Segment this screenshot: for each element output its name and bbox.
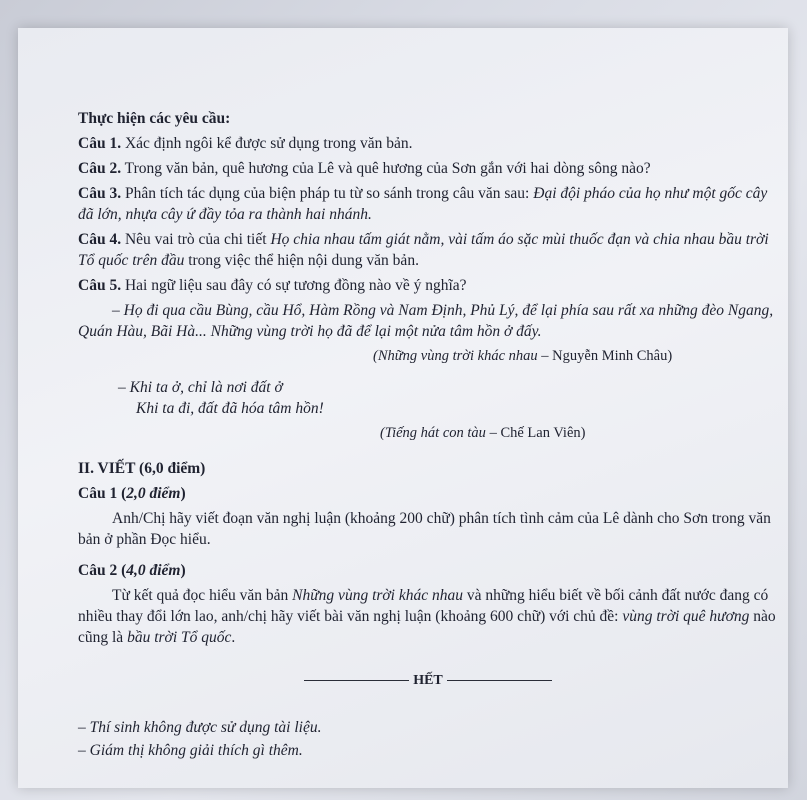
points: 4,0 điểm [126, 562, 181, 579]
exam-content [78, 108, 778, 763]
end-rule-left [304, 680, 409, 681]
citation-author: – Chế Lan Viên) [485, 425, 586, 441]
writing-question-1-heading [78, 483, 778, 504]
question-text: Hai ngữ liệu sau đây có sự tương đồng nào về ý nghĩa? [121, 277, 467, 294]
question-text: Xác định ngôi kể được sử dụng trong văn bản. [121, 135, 413, 152]
question-5 [78, 275, 778, 296]
citation-title: (Tiếng hát con tàu [380, 425, 486, 441]
question-3 [78, 183, 778, 225]
writing-question-2-heading [78, 560, 778, 581]
question-text: Nêu vai trò của chi tiết [121, 231, 271, 248]
poem-line-2: Khi ta đi, đất đã hóa tâm hồn! [136, 400, 324, 417]
question-text-end: trong việc thể hiện nội dung văn bản. [184, 252, 419, 269]
quoted-detail: Họ chia nhau tấm giát nằm, vài tấm áo sặc mùi thuốc đạn và chia nhau bầu trời Tổ quốc trên đầu [78, 231, 769, 269]
end-text: HẾT [413, 673, 443, 688]
reading-tasks-heading: Thực hiện các yêu cầu: [78, 110, 231, 127]
excerpt-1: – Họ đi qua cầu Bùng, cầu Hổ, Hàm Rồng và Nam Định, Phủ Lý, để lại phía sau rất xa những đèo Ngang, Quán Hàu, Bãi Hà... Những vùng trời họ đã để lại một nửa tâm hồn ở đấy. [78, 302, 774, 340]
citation-1 [373, 346, 778, 367]
label-close: ) [180, 485, 186, 502]
text: . [231, 629, 236, 646]
question-label: Câu 4. [78, 231, 122, 248]
citation-author: – Nguyễn Minh Châu) [537, 348, 673, 364]
exam-sheet [18, 28, 788, 788]
poem-line-1: – Khi ta ở, chỉ là nơi đất ở [118, 379, 283, 396]
points: 2,0 điểm [126, 485, 181, 502]
question-label: Câu 1. [78, 135, 122, 152]
writing-question-1-text: Anh/Chị hãy viết đoạn văn nghị luận (khoảng 200 chữ) phân tích tình cảm của Lê dành cho Sơn trong văn bản ở phần Đọc hiểu. [78, 510, 771, 548]
question-label: Câu 5. [78, 277, 122, 294]
text: Từ kết quả đọc hiểu văn bản [112, 587, 293, 604]
question-1 [78, 133, 778, 154]
question-label: Câu 3. [78, 185, 122, 202]
question-label: Câu 2. [78, 160, 122, 177]
citation-title: (Những vùng trời khác nhau [373, 348, 538, 364]
text: nào cũng là [78, 608, 776, 646]
writing-question-2-text [78, 585, 778, 648]
question-2 [78, 158, 778, 179]
label: Câu 2 ( [78, 562, 127, 579]
topic-part-2: bầu trời Tổ quốc [127, 629, 232, 646]
quoted-sentence: Đại đội pháo của họ như một gốc cây đã lớn, nhựa cây ứ đầy tỏa ra thành hai nhánh. [78, 185, 768, 223]
writing-section-heading: II. VIẾT (6,0 điểm) [78, 460, 206, 477]
text: và những hiểu biết về bối cảnh đất nước đang có nhiều thay đổi lớn lao, anh/chị hãy viết bài văn nghị luận (khoảng 600 chữ) với chủ đề: [78, 587, 769, 625]
question-text: Phân tích tác dụng của biện pháp tu từ so sánh trong câu văn sau: [121, 185, 534, 202]
topic-part-1: vùng trời quê hương [622, 608, 750, 625]
label-close: ) [180, 562, 186, 579]
question-4 [78, 229, 778, 271]
note-1: – Thí sinh không được sử dụng tài liệu. [78, 719, 322, 736]
citation-2 [380, 423, 778, 444]
question-text: Trong văn bản, quê hương của Lê và quê hương của Sơn gắn với hai dòng sông nào? [121, 160, 651, 177]
end-mark [78, 670, 778, 691]
note-2: – Giám thị không giải thích gì thêm. [78, 742, 303, 759]
label: Câu 1 ( [78, 485, 127, 502]
end-rule-right [447, 680, 552, 681]
work-title: Những vùng trời khác nhau [292, 587, 463, 604]
